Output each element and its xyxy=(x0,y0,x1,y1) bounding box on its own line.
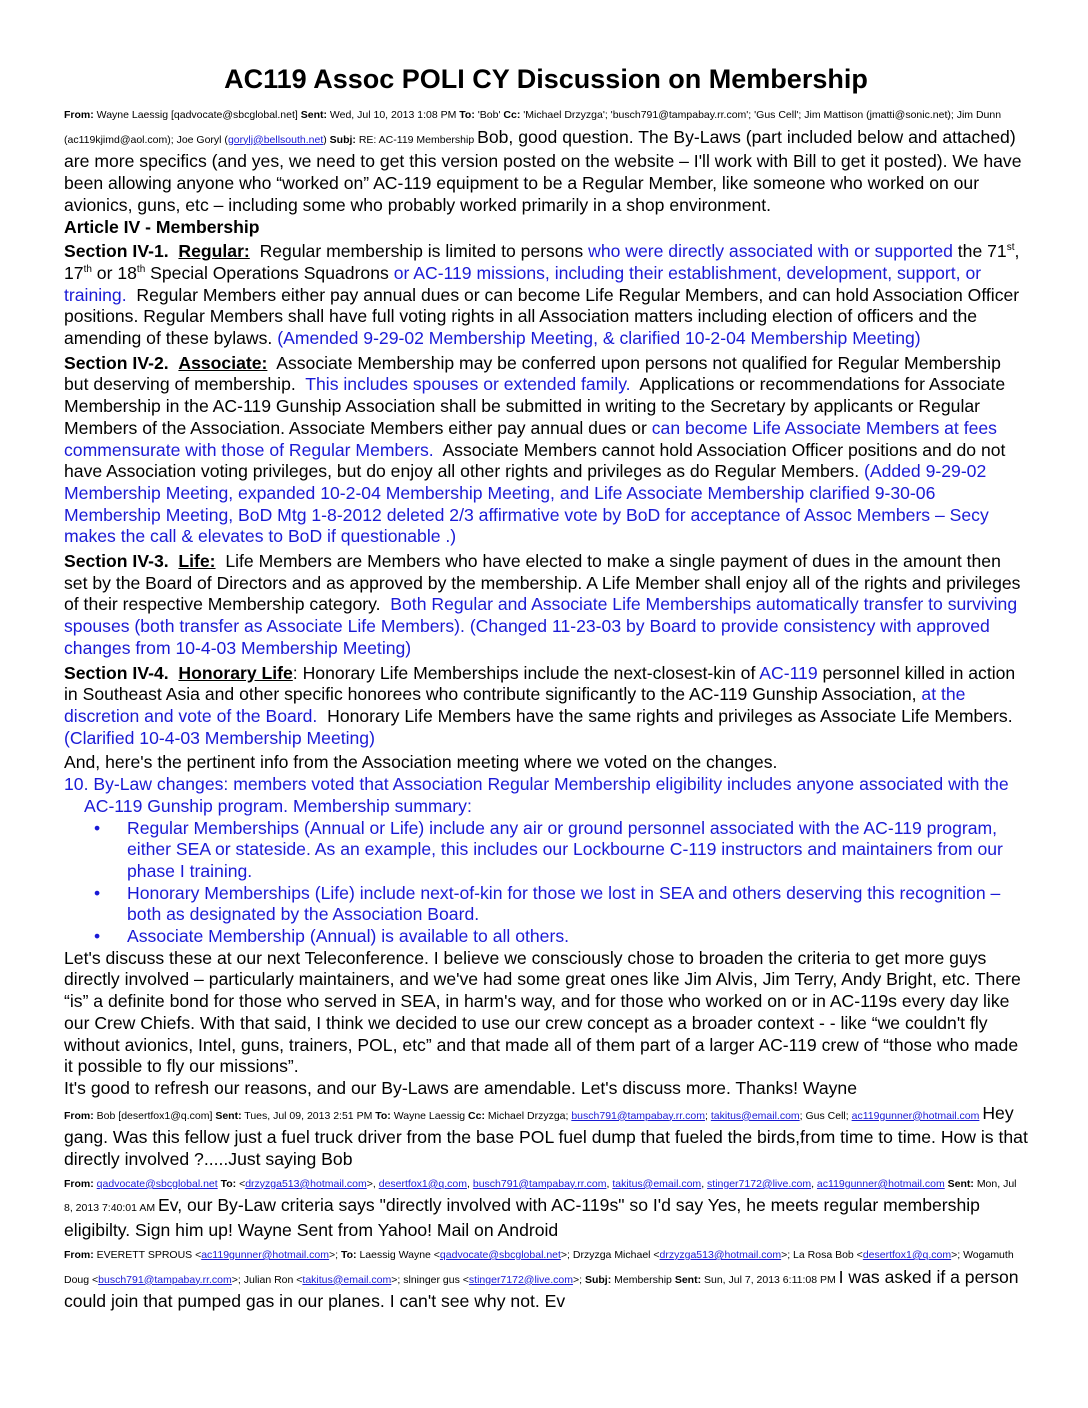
section-text-blue: at the discretion and vote of the Board. xyxy=(64,684,966,726)
to-value: Laessig Wayne < xyxy=(359,1248,440,1261)
sent-label: Sent: xyxy=(215,1109,242,1122)
membership-summary-list xyxy=(64,818,1028,948)
section-text: Regular Members either pay annual dues or can become Life Regular Members, and can hold Association Officer positions. Regular Members shall have full voting rights in all Association matters including election of officers and the amending of these bylaws. xyxy=(64,284,1020,349)
email-4-body: I was asked if a person could join that pumped gas in our planes. I can't see why not. Ev xyxy=(64,1266,1019,1312)
ordinal-sup: st xyxy=(1006,242,1015,254)
email-2-header xyxy=(64,1110,982,1122)
to-value: 'Bob' xyxy=(477,109,501,121)
email-link[interactable]: drzyzga513@hotmail.com xyxy=(245,1177,367,1190)
section-title: Life: xyxy=(178,551,216,572)
section-text-blue: This includes spouses or extended family. xyxy=(305,374,631,395)
section-label: Section IV-3. xyxy=(64,551,169,572)
email-link[interactable]: qadvocate@sbcglobal.net xyxy=(439,1248,561,1261)
sent-label: Sent: xyxy=(674,1273,702,1286)
email-link[interactable]: gorylj@bellsouth.net xyxy=(227,133,324,146)
to-label: To: xyxy=(375,1109,391,1122)
from-label: From: xyxy=(64,109,94,121)
subj-value: RE: AC-119 Membership xyxy=(358,133,475,146)
section-note: (Added 9-29-02 Membership Meeting, expanded 10-2-04 Membership Meeting, and Life Associate Membership clarified 9-30-06 Membership Meeting, BoD Mtg 1-8-2012 deleted 2/3 affirmative vote by BoD for acceptance of Assoc Members – Secy makes the call & elevates to BoD if questionable .) xyxy=(64,461,989,547)
email-link[interactable]: desertfox1@q.com xyxy=(378,1177,468,1190)
cc-value: Michael Drzyzga; xyxy=(487,1109,569,1122)
bylaw-change-item: 10. By-Law changes: members voted that Association Regular Membership eligibility includes anyone associated with the AC-119 Gunship program. Membership summary: xyxy=(64,774,1009,816)
to-value: >; xyxy=(572,1273,583,1286)
cc-tail: ) xyxy=(323,133,327,146)
email-link[interactable]: desertfox1@q.com xyxy=(862,1248,952,1261)
email-2 xyxy=(64,1103,1028,1171)
email-3-header: From: qadvocate@sbcglobal.net To: <drzyzga513@hotmail.com>, desertfox1@q.com, busch791@tampabay.rr.com, takitus@email.com, stinger7172@live.com, ac119gunner@hotmail.com Sent: Mon, Jul 8, 2013 7:40:01 AM xyxy=(64,1177,1017,1215)
section-iv-4 xyxy=(64,663,1028,750)
from-value: Bob [desertfox1@q.com] xyxy=(96,1109,213,1122)
email-4 xyxy=(64,1242,1028,1313)
separator: >, xyxy=(366,1177,376,1190)
section-label: Section IV-4. xyxy=(64,662,169,683)
discussion-paragraph: Let's discuss these at our next Teleconference. I believe we consciously chose to broaden the criteria to get more guys directly involved – particularly maintainers, and we've had some great ones like Jim Alvis, Jim Terry, Andy Bright, etc. There “is” a definite bond for those who served in SEA, in harm's way, and for those who worked on or in AC-119s every day like our Crew Chiefs. With that said, I think we decided to use our crew concept as a broader context - - like “we couldn't fly without avionics, Intel, guns, trainers, POL, etc” and that made all of them part of a larger AC-119 crew of “those who made it possible to fly our missions”. xyxy=(64,947,1021,1077)
separator: ; xyxy=(704,1109,708,1122)
separator: >; xyxy=(329,1248,339,1261)
page-title: AC119 Assoc POLI CY Discussion on Membership xyxy=(224,64,868,94)
to-value: >; slninger gus < xyxy=(391,1273,469,1286)
section-text: Associate Membership may be conferred upon persons not qualified for Regular Membership but deserving of membership. xyxy=(64,352,1001,395)
section-note: (Clarified 10-4-03 Membership Meeting) xyxy=(64,727,375,748)
to-label: To: xyxy=(341,1248,357,1261)
to-value: >; Wogamuth Doug < xyxy=(64,1248,1014,1286)
email-link[interactable]: ac119gunner@hotmail.com xyxy=(851,1109,980,1122)
email-link[interactable]: takitus@email.com xyxy=(302,1273,392,1286)
section-text: Associate Members cannot hold Association Officer positions and do not have Association voting privileges, but do enjoy all other rights and privileges as do Regular Members. xyxy=(64,439,1006,482)
list-item: • Associate Membership (Annual) is available to all others. xyxy=(127,926,1028,948)
sent-label: Sent: xyxy=(300,109,327,121)
section-iv-1 xyxy=(64,241,1028,350)
email-link[interactable]: takitus@email.com xyxy=(612,1177,702,1190)
cc-label: Cc: xyxy=(468,1109,485,1122)
section-text: Regular membership is limited to persons xyxy=(259,241,584,262)
section-text-blue: who were directly associated with or supported xyxy=(588,241,953,262)
from-label: From: xyxy=(64,1248,94,1261)
email-link[interactable]: drzyzga513@hotmail.com xyxy=(659,1248,782,1261)
email-3-body: Ev, our By-Law criteria says "directly involved with AC-119s" so I'd say Yes, he meets regular membership eligibilty. Sign him up! Wayne Sent from Yahoo! Mail on Android xyxy=(64,1195,980,1241)
email-link[interactable]: busch791@tampabay.rr.com xyxy=(472,1177,607,1190)
sent-value: Mon, Jul 8, 2013 7:40:01 AM xyxy=(64,1177,1017,1215)
to-value: Wayne Laessig xyxy=(393,1109,466,1122)
section-note: (Amended 9-29-02 Membership Meeting, & clarified 10-2-04 Membership Meeting) xyxy=(277,328,921,349)
section-text-blue: or AC-119 missions, including their establishment, development, support, or training. xyxy=(64,262,982,305)
subj-label: Subj: xyxy=(329,133,356,146)
article-heading: Article IV - Membership xyxy=(64,216,260,237)
section-title: Regular: xyxy=(178,241,250,262)
email-link[interactable]: stinger7172@live.com xyxy=(468,1273,573,1286)
email-link[interactable]: busch791@tampabay.rr.com xyxy=(571,1109,705,1122)
email-3 xyxy=(64,1171,1028,1242)
pertinent-info: And, here's the pertinent info from the Association meeting where we voted on the changes. xyxy=(64,752,778,773)
email-link[interactable]: takitus@email.com xyxy=(710,1109,800,1122)
section-label: Section IV-2. xyxy=(64,352,169,373)
email-link[interactable]: stinger7172@live.com xyxy=(707,1177,812,1190)
sent-value: Tues, Jul 09, 2013 2:51 PM xyxy=(244,1109,373,1122)
section-text: Applications or recommendations for Associate Membership in the AC-119 Gunship Association shall be submitted in writing to the Secretary by applicants or Regular Members of the Association. Associate Members either pay annual dues or xyxy=(64,374,1006,438)
section-iv-2 xyxy=(64,353,1028,548)
list-item: • Regular Memberships (Annual or Life) include any air or ground personnel associated with the AC-119 program, either SEA or stateside. As an example, this includes our Lockbourne C-119 instructors and maintainers from our phase I training. xyxy=(127,818,1028,883)
email-link[interactable]: ac119gunner@hotmail.com xyxy=(816,1177,945,1190)
to-value: >; Julian Ron < xyxy=(231,1273,303,1286)
section-text: personnel killed in action in Southeast Asia and other specific honorees who contribute significantly to the AC-119 Gunship Association, xyxy=(64,662,1016,705)
sent-value: Wed, Jul 10, 2013 1:08 PM xyxy=(329,109,457,121)
section-text-blue: AC-119 xyxy=(759,662,818,683)
sent-value: Sun, Jul 7, 2013 6:11:08 PM xyxy=(704,1273,836,1286)
subj-label: Subj: xyxy=(584,1273,612,1286)
from-label: From: xyxy=(64,1177,94,1190)
section-note: Both Regular and Associate Life Memberships automatically transfer to surviving spouses (both transfer as Associate Life Members). (Changed 11-23-03 by Board to provide consistency with approved changes from 10-4-03 Membership Meeting) xyxy=(64,594,1018,658)
from-value: EVERETT SPROUS < xyxy=(96,1248,202,1261)
from-value: Wayne Laessig [qadvocate@sbcglobal.net] xyxy=(96,109,298,121)
section-title: Honorary Life xyxy=(178,662,293,683)
email-link[interactable]: ac119gunner@hotmail.com xyxy=(201,1248,330,1261)
subj-value: Membership xyxy=(614,1273,672,1286)
to-value: < xyxy=(239,1177,246,1190)
sent-label: Sent: xyxy=(947,1177,974,1190)
section-text: Life Members are Members who have elected to make a single payment of dues in the amount then set by the Board of Directors and as approved by the membership. A Life Member shall enjoy all of the rights and privileges of their respective Membership category. xyxy=(64,551,1021,615)
to-label: To: xyxy=(220,1177,237,1190)
ordinal-sup: th xyxy=(136,264,146,276)
cc-label: Cc: xyxy=(503,109,521,121)
email-1-intro: Bob, good question. The By-Laws (part included below and attached) are more specifics (and yes, we need to get this version posted on the website – I'll work with Bill to get it posted). We have been allowing anyone who “worked on” AC-119 equipment to be a Regular Member, like someone who worked on our avionics, guns, etc – including some who probably worked primarily in a shop environment. xyxy=(64,126,1022,215)
to-value: >; La Rosa Bob < xyxy=(781,1248,863,1261)
email-1 xyxy=(64,102,1028,217)
section-text: , 17 xyxy=(64,241,1020,283)
email-link[interactable]: busch791@tampabay.rr.com xyxy=(98,1273,232,1286)
to-label: To: xyxy=(459,109,475,121)
section-iv-3 xyxy=(64,551,1028,660)
section-text-blue: can become Life Associate Members at fees commensurate with those of Regular Members. xyxy=(64,417,997,460)
section-label: Section IV-1. xyxy=(64,241,169,262)
closing-paragraph: It's good to refresh our reasons, and our By-Laws are amendable. Let's discuss more. Thanks! Wayne xyxy=(64,1077,857,1098)
email-link[interactable]: qadvocate@sbcglobal.net xyxy=(96,1177,218,1190)
ordinal-sup: th xyxy=(83,264,92,276)
to-value: >; Drzyzga Michael < xyxy=(560,1248,660,1261)
list-item: • Honorary Memberships (Life) include next-of-kin for those we lost in SEA and others deserving this recognition – both as designated by the Association Board. xyxy=(127,883,1028,926)
section-text: Special Operations Squadrons xyxy=(145,262,389,283)
section-text: or 18 xyxy=(91,262,137,283)
from-label: From: xyxy=(64,1109,94,1122)
cc-value: 'Michael Drzyzga'; 'busch791@tampabay.rr.com'; 'Gus Cell'; Jim Mattison (jmatti@sonic.net); Jim Dunn (ac119kjimd@aol.com); Joe Goryl ( xyxy=(64,109,1002,146)
cc-value: ; Gus Cell; xyxy=(799,1109,849,1122)
section-text: Honorary Life Members have the same rights and privileges as Associate Life Members. xyxy=(327,705,1013,726)
document-page xyxy=(64,62,1028,1313)
email-2-body: Hey gang. Was this fellow just a fuel truck driver from the base POL fuel dump that fueled the birds,from time to time. How is that directly involved ?.....Just saying Bob xyxy=(64,1102,1028,1170)
section-text: the 71 xyxy=(957,241,1007,262)
section-text: : Honorary Life Memberships include the next-closest-kin of xyxy=(292,662,756,683)
section-title: Associate: xyxy=(178,352,268,373)
